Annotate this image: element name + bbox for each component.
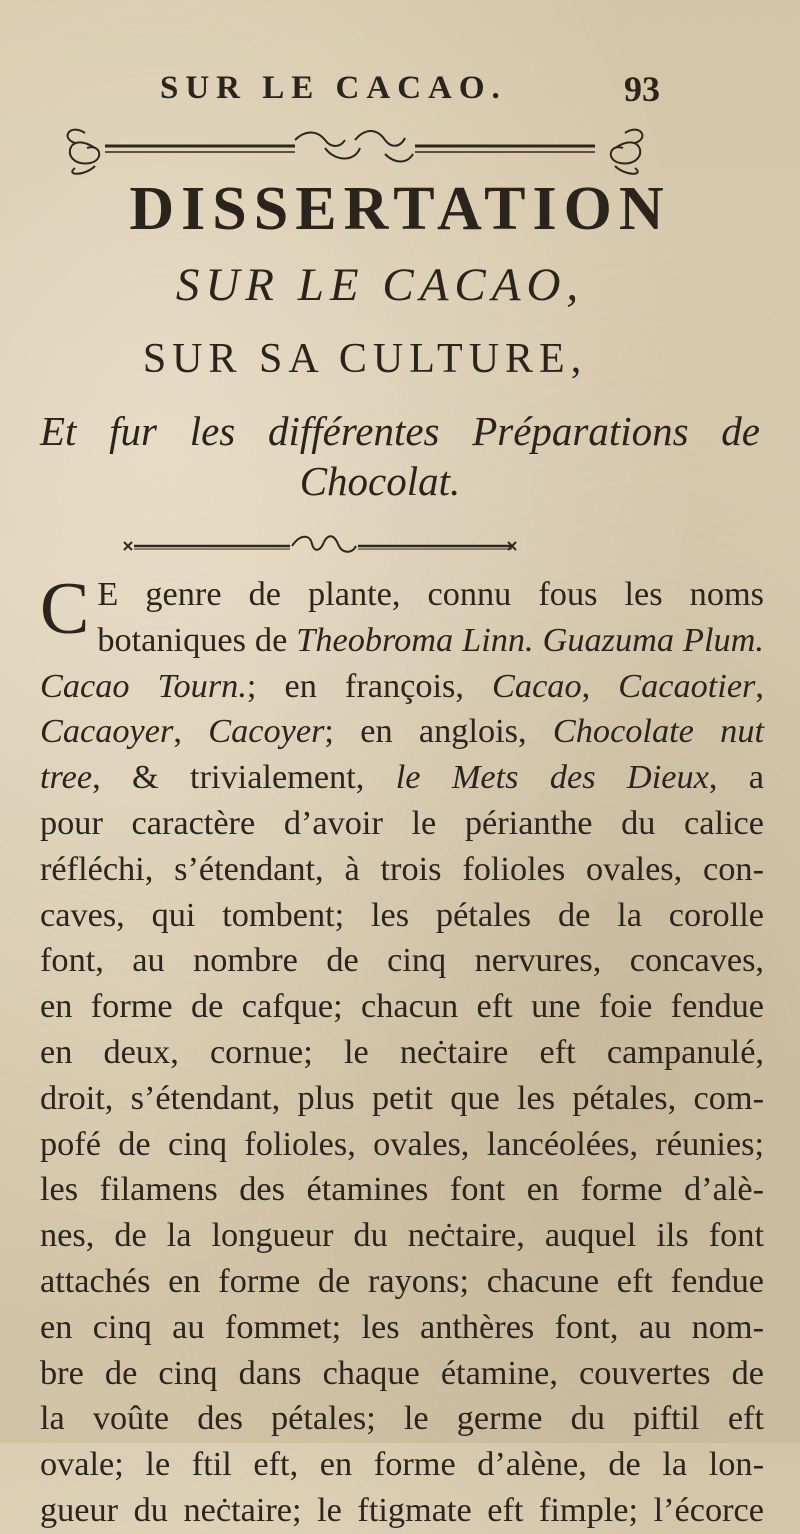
section-divider-icon: [120, 530, 520, 560]
text-line: les filamens des étamines font en forme d’alè-: [40, 1170, 764, 1209]
page-number: 93: [624, 69, 660, 109]
text-span: Cacao Tourn.: [40, 666, 247, 705]
text-line: font, au nombre de cinq nervures, concaves,: [40, 941, 764, 980]
text-line: gueur du neċtaire; le ftigmate eft fimple; l’écorce: [40, 1490, 764, 1529]
text-span: ,: [755, 666, 764, 705]
text-span: Theobroma Linn. Guazuma Plum.: [296, 620, 764, 659]
title-line-3: SUR SA CULTURE,: [142, 336, 588, 382]
text-line: en deux, cornue; le neċtaire eft campanulé,: [40, 1032, 764, 1071]
text-span: Cacoyer: [208, 712, 325, 751]
text-line: droit, s’étendant, plus petit que les pétales, com-: [40, 1078, 764, 1117]
text-span: , a: [708, 758, 764, 797]
text-span: Chocolate nut: [552, 712, 764, 751]
text-line: [40, 709, 764, 755]
text-line: en cinq au fommet; les anthères font, au nom-: [40, 1307, 764, 1346]
text-span: le Mets des Dieux: [395, 758, 709, 797]
running-title: SUR LE CACAO.: [160, 70, 507, 106]
title-line-2: SUR LE CACAO,: [175, 259, 585, 311]
text-span: botaniques de: [97, 620, 297, 659]
text-span: ,: [581, 666, 619, 705]
text-line: nes, de la longueur du neċtaire, auquel ils font: [40, 1216, 764, 1255]
text-span: ; en anglois,: [324, 712, 553, 751]
text-line: en forme de cafque; chacun eft une foie fendue: [40, 987, 764, 1026]
text-line: réfléchi, s’étendant, à trois folioles ovales, con-: [40, 849, 764, 888]
body-text: [40, 568, 764, 1534]
text-span: ; en françois,: [246, 666, 493, 705]
main-title: DISSERTATION: [129, 175, 671, 243]
text-span: Cacaotier: [618, 666, 756, 705]
running-head: [160, 62, 720, 112]
text-line: [40, 755, 764, 801]
text-span: tree: [40, 758, 93, 797]
text-line: pofé de cinq folioles, ovales, lancéolées, réunies;: [40, 1124, 764, 1163]
text-line: bre de cinq dans chaque étamine, couvertes de: [40, 1353, 764, 1392]
text-span: Cacao: [492, 666, 582, 705]
drop-cap: C: [40, 568, 90, 650]
text-line: la voûte des pétales; le germe du piftil eft: [40, 1399, 764, 1438]
text-span: , & trivialement,: [92, 758, 396, 797]
text-line: attachés en forme de rayons; chacune eft fendue: [40, 1261, 764, 1300]
text-span: ,: [173, 712, 209, 751]
title-line-5: Chocolat.: [299, 458, 461, 504]
text-line: [40, 618, 764, 664]
text-line: E genre de plante, connu fous les noms: [97, 575, 764, 613]
text-line: ovale; le ftil eft, en forme d’alène, de la lon-: [40, 1445, 764, 1484]
text-span: Cacaoyer: [40, 712, 174, 751]
title-line-4: Et fur les différentes Préparations de: [40, 408, 760, 454]
header-ornament-icon: [55, 118, 655, 178]
text-line: pour caractère d’avoir le périanthe du calice: [40, 803, 764, 842]
text-line: caves, qui tombent; les pétales de la corolle: [40, 895, 764, 934]
text-line: [40, 664, 764, 710]
